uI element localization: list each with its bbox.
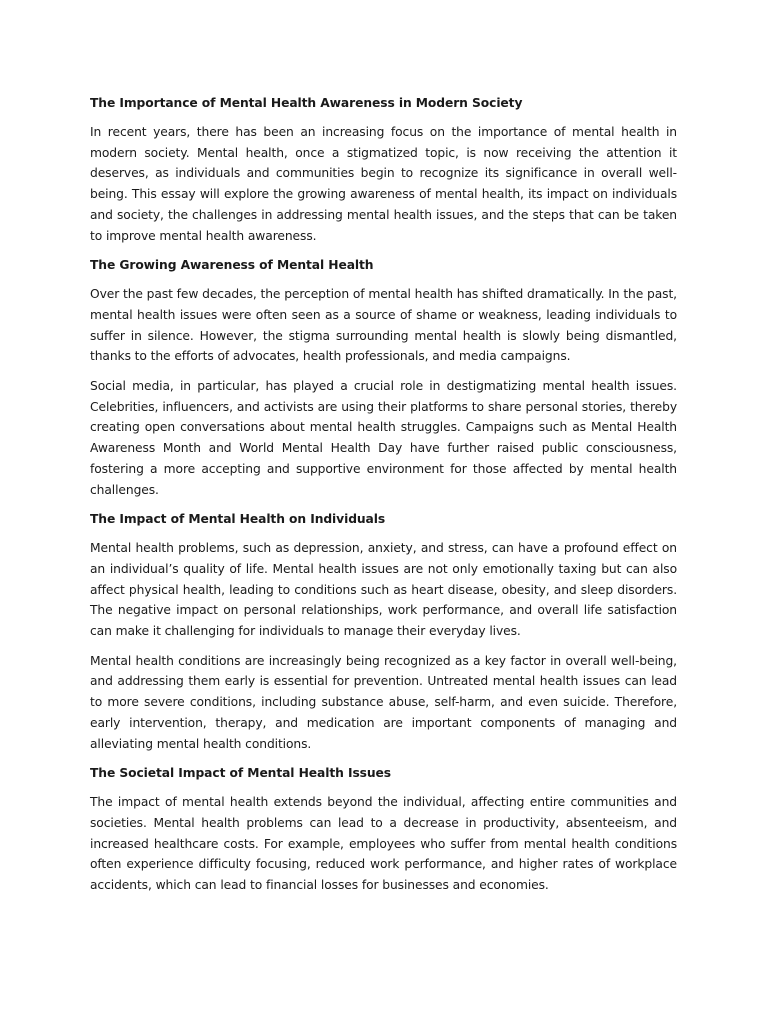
section-paragraph: Mental health problems, such as depression, anxiety, and stress, can have a profound effect on an individual’s quality of life. Mental health issues are not only emotionally taxing but can also affect physical health, leading to conditions such as heart disease, obesity, and sleep disorders. The negative impact on personal relationships, work performance, and overall life satisfaction can make it challenging for individuals to manage their everyday lives. xyxy=(90,541,677,639)
section-growing-awareness xyxy=(90,255,677,500)
document-title: The Importance of Mental Health Awareness in Modern Society xyxy=(90,96,523,110)
section-heading: The Societal Impact of Mental Health Issues xyxy=(90,766,391,781)
section-paragraph: The impact of mental health extends beyond the individual, affecting entire communities and societies. Mental health problems can lead to a decrease in productivity, absenteeism, and increased healthcare costs. For example, employees who suffer from mental health conditions often experience difficulty focusing, reduced work performance, and higher rates of workplace accidents, which can lead to financial losses for businesses and economies. xyxy=(90,795,677,893)
intro-paragraph: In recent years, there has been an increasing focus on the importance of mental health in modern society. Mental health, once a stigmatized topic, is now receiving the attention it deserves, as individuals and communities begin to recognize its significance in overall well-being. This essay will explore the growing awareness of mental health, its impact on individuals and society, the challenges in addressing mental health issues, and the steps that can be taken to improve mental health awareness. xyxy=(90,125,677,243)
section-paragraph: Over the past few decades, the perception of mental health has shifted dramatically. In the past, mental health issues were often seen as a source of shame or weakness, leading individuals to suffer in silence. However, the stigma surrounding mental health is slowly being dismantled, thanks to the efforts of advocates, health professionals, and media campaigns. xyxy=(90,287,677,364)
section-paragraph: Mental health conditions are increasingly being recognized as a key factor in overall well-being, and addressing them early is essential for prevention. Untreated mental health issues can lead to more severe conditions, including substance abuse, self-harm, and even suicide. Therefore, early intervention, therapy, and medication are important components of managing and alleviating mental health conditions. xyxy=(90,653,677,751)
section-impact-individuals xyxy=(90,509,677,754)
section-paragraph: Social media, in particular, has played a crucial role in destigmatizing mental health issues. Celebrities, influencers, and activists are using their platforms to share personal stories, thereby creating open conversations about mental health struggles. Campaigns such as Mental Health Awareness Month and World Mental Health Day have further raised public consciousness, fostering a more accepting and supportive environment for those affected by mental health challenges. xyxy=(90,379,677,497)
section-heading: The Impact of Mental Health on Individuals xyxy=(90,512,386,527)
section-heading: The Growing Awareness of Mental Health xyxy=(90,258,374,273)
section-societal-impact xyxy=(90,763,677,896)
document-page xyxy=(90,93,677,905)
